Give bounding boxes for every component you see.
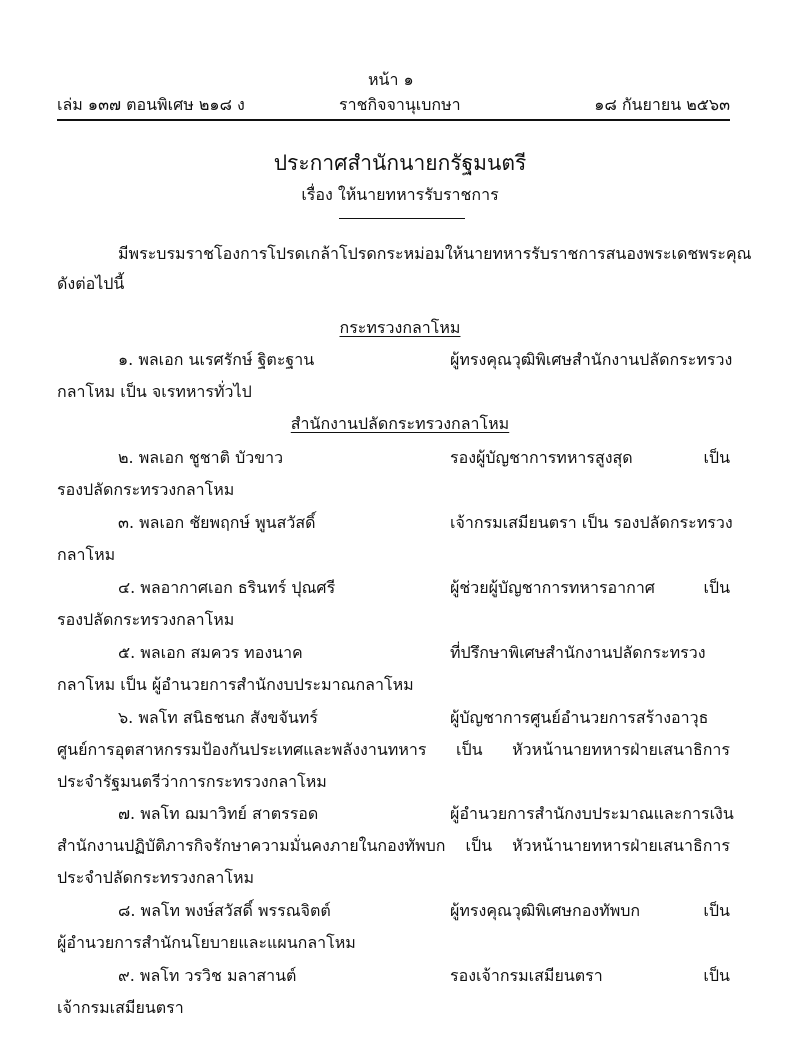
entry-name: ๑. พลเอก นเรศรักษ์ ฐิตะฐาน	[118, 350, 315, 369]
entry-position: ที่ปรึกษาพิเศษสำนักงานปลัดกระทรวง	[450, 643, 706, 662]
entry-position: ผู้บัญชาการศูนย์อำนวยการสร้างอาวุธ	[450, 708, 709, 727]
section-heading: กระทรวงกลาโหม	[339, 318, 461, 337]
entry-continuation: ประจำปลัดกระทรวงกลาโหม	[57, 868, 255, 887]
entry-position: ผู้ช่วยผู้บัญชาการทหารอากาศ เป็น	[450, 578, 730, 597]
intro-line-2: ดังต่อไปนี้	[57, 274, 125, 293]
header-rule	[57, 119, 730, 121]
entry-name: ๓. พลเอก ชัยพฤกษ์ พูนสวัสดิ์	[118, 513, 316, 532]
entry-continuation: สำนักงานปฏิบัติภารกิจรักษาความมั่นคงภายในกองทัพบก เป็น หัวหน้านายทหารฝ่ายเสนาธิการ	[57, 836, 730, 855]
intro-line-1: มีพระบรมราชโองการโปรดเกล้าโปรดกระหม่อมให้นายทหารรับราชการสนองพระเดชพระคุณ	[118, 244, 752, 263]
page-number: หน้า ๑	[368, 70, 414, 89]
entry-position: เจ้ากรมเสมียนตรา เป็น รองปลัดกระทรวง	[450, 513, 733, 532]
entry-continuation: เจ้ากรมเสมียนตรา	[57, 998, 184, 1017]
entry-position: ผู้ทรงคุณวุฒิพิเศษกองทัพบก เป็น	[450, 901, 730, 920]
entry-continuation: กลาโหม เป็น จเรทหารทั่วไป	[57, 382, 252, 401]
entry-continuation: รองปลัดกระทรวงกลาโหม	[57, 480, 235, 499]
gazette-name: ราชกิจจานุเบกษา	[339, 95, 461, 114]
entry-position: รองผู้บัญชาการทหารสูงสุด เป็น	[450, 448, 730, 467]
publish-date: ๑๘ กันยายน ๒๕๖๓	[594, 95, 730, 114]
document-title: ประกาศสำนักนายกรัฐมนตรี	[273, 151, 527, 175]
entry-name: ๔. พลอากาศเอก ธรินทร์ ปุณศรี	[118, 578, 336, 597]
document-subject: เรื่อง ให้นายทหารรับราชการ	[301, 185, 499, 204]
entry-continuation: ประจำรัฐมนตรีว่าการกระทรวงกลาโหม	[57, 772, 327, 791]
entry-name: ๘. พลโท พงษ์สวัสดิ์ พรรณจิตต์	[118, 901, 331, 920]
entry-name: ๒. พลเอก ชูชาติ บัวขาว	[118, 448, 284, 467]
entry-name: ๙. พลโท วรวิช มลาสานต์	[118, 966, 297, 985]
entry-name: ๖. พลโท สนิธชนก สังขจันทร์	[118, 708, 318, 727]
entry-continuation: ศูนย์การอุตสาหกรรมป้องกันประเทศและพลังงานทหาร เป็น หัวหน้านายทหารฝ่ายเสนาธิการ	[57, 740, 730, 759]
title-rule	[339, 218, 465, 219]
entry-continuation: ผู้อำนวยการสำนักนโยบายและแผนกลาโหม	[57, 933, 356, 952]
section-heading: สำนักงานปลัดกระทรวงกลาโหม	[290, 414, 510, 433]
entry-continuation: กลาโหม	[57, 545, 116, 564]
entry-continuation: กลาโหม เป็น ผู้อำนวยการสำนักงบประมาณกลาโหม	[57, 675, 414, 694]
entry-continuation: รองปลัดกระทรวงกลาโหม	[57, 610, 235, 629]
entry-position: ผู้อำนวยการสำนักงบประมาณและการเงิน	[450, 804, 734, 823]
entry-name: ๗. พลโท ฌมาวิทย์ สาตรรอด	[118, 804, 319, 823]
entry-position: ผู้ทรงคุณวุฒิพิเศษสำนักงานปลัดกระทรวง	[450, 350, 733, 369]
entry-position: รองเจ้ากรมเสมียนตรา เป็น	[450, 966, 730, 985]
entry-name: ๕. พลเอก สมควร ทองนาค	[118, 643, 303, 662]
volume-info: เล่ม ๑๓๗ ตอนพิเศษ ๒๑๘ ง	[57, 95, 245, 114]
